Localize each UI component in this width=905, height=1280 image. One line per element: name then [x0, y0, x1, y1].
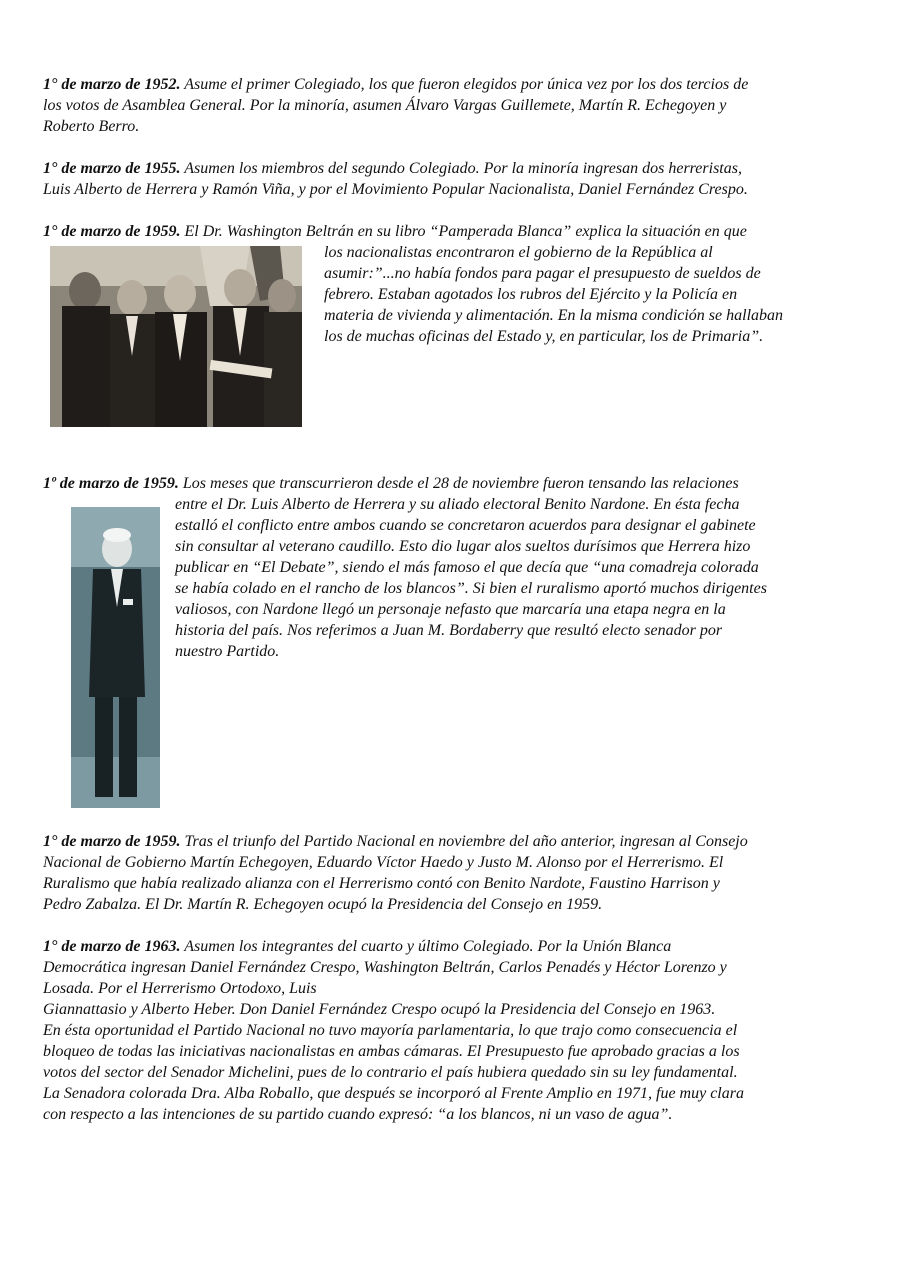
portrait-photo-herrera	[71, 507, 160, 808]
text-line: La Senadora colorada Dra. Alba Roballo, que después se incorporó al Frente Amplio en 1971, fue muy clara	[43, 1085, 744, 1102]
date-1963: 1° de marzo de 1963.	[43, 938, 181, 955]
date-1959-c: 1° de marzo de 1959.	[43, 833, 181, 850]
text-line: Roberto Berro.	[43, 118, 140, 135]
text-line: los de muchas oficinas del Estado y, en particular, los de Primaria”.	[324, 328, 764, 345]
text-line: febrero. Estaban agotados los rubros del Ejército y la Policía en	[324, 286, 738, 303]
text-line: historia del país. Nos referimos a Juan M. Bordaberry que resultó electo senador por	[175, 622, 723, 639]
text-line: Asumen los miembros del segundo Colegiado. Por la minoría ingresan dos herreristas,	[180, 160, 742, 177]
text-line: bloqueo de todas las iniciativas nacionalistas en ambas cámaras. El Presupuesto fue aprobado gracias a los	[43, 1043, 740, 1060]
group-photo-swearing-in	[50, 246, 302, 427]
text-line: entre el Dr. Luis Alberto de Herrera y su aliado electoral Benito Nardone. En ésta fecha	[175, 496, 740, 513]
text-line: Asumen los integrantes del cuarto y último Colegiado. Por la Unión Blanca	[180, 938, 672, 955]
group-photo-illustration	[50, 246, 302, 427]
text-line: los votos de Asamblea General. Por la minoría, asumen Álvaro Vargas Guillemete, Martín R. Echegoyen y	[43, 97, 727, 114]
text-line: El Dr. Washington Beltrán en su libro “Pamperada Blanca” explica la situación en que	[180, 223, 747, 240]
text-line: Pedro Zabalza. El Dr. Martín R. Echegoyen ocupó la Presidencia del Consejo en 1959.	[43, 896, 603, 913]
text-line: los nacionalistas encontraron el gobierno de la República al	[324, 244, 713, 261]
text-line: Tras el triunfo del Partido Nacional en noviembre del año anterior, ingresan al Consejo	[180, 833, 748, 850]
text-line: Luis Alberto de Herrera y Ramón Viña, y por el Movimiento Popular Nacionalista, Daniel Fernández Crespo.	[43, 181, 748, 198]
text-line: Nacional de Gobierno Martín Echegoyen, Eduardo Víctor Haedo y Justo M. Alonso por el Herrerismo. El	[43, 854, 724, 871]
text-line: Losada. Por el Herrerismo Ortodoxo, Luis	[43, 980, 317, 997]
text-line: publicar en “El Debate”, siendo el más famoso el que decía que “una comadreja colorada	[175, 559, 759, 576]
date-1959-a: 1° de marzo de 1959.	[43, 223, 181, 240]
text-line: sin consultar al veterano caudillo. Esto dio lugar alos sueltos durísimos que Herrera hizo	[175, 538, 751, 555]
text-line: Democrática ingresan Daniel Fernández Crespo, Washington Beltrán, Carlos Penadés y Héctor Lorenzo y	[43, 959, 727, 976]
text-line: valiosos, con Nardone llegó un personaje nefasto que marcaría una etapa negra en la	[175, 601, 726, 618]
date-1959-b: 1º de marzo de 1959.	[43, 475, 179, 492]
document-body	[43, 74, 855, 1125]
text-line: Ruralismo que había realizado alianza con el Herrerismo contó con Benito Nardote, Faustino Harrison y	[43, 875, 720, 892]
text-line: Asume el primer Colegiado, los que fueron elegidos por única vez por los dos tercios de	[180, 76, 749, 93]
paragraph-1952	[43, 74, 855, 137]
date-1952: 1° de marzo de 1952.	[43, 76, 181, 93]
paragraph-1959-beltran	[43, 221, 855, 473]
text-line: nuestro Partido.	[175, 643, 280, 660]
date-1955: 1° de marzo de 1955.	[43, 160, 181, 177]
paragraph-1963	[43, 936, 855, 1125]
text-line: se había colado en el rancho de los blancos”. Si bien el ruralismo aportó muchos dirigentes	[175, 580, 767, 597]
text-line: materia de vivienda y alimentación. En la misma condición se hallaban	[324, 307, 784, 324]
paragraph-1959-consejo	[43, 831, 855, 915]
text-line: En ésta oportunidad el Partido Nacional no tuvo mayoría parlamentaria, lo que trajo como consecuencia el	[43, 1022, 738, 1039]
text-line: Los meses que transcurrieron desde el 28 de noviembre fueron tensando las relaciones	[178, 475, 739, 492]
text-line: asumir:”...no había fondos para pagar el presupuesto de sueldos de	[324, 265, 761, 282]
paragraph-1955	[43, 158, 855, 200]
paragraph-1959-nardone	[43, 473, 855, 831]
text-line: con respecto a las intenciones de su partido cuando expresó: “a los blancos, ni un vaso de agua”.	[43, 1106, 673, 1123]
text-line: estalló el conflicto entre ambos cuando se concretaron acuerdos para designar el gabinete	[175, 517, 756, 534]
text-line: Giannattasio y Alberto Heber. Don Daniel Fernández Crespo ocupó la Presidencia del Consejo en 1963.	[43, 1001, 716, 1018]
text-line: votos del sector del Senador Michelini, pues de lo contrario el país hubiera quedado sin su ley fundamental.	[43, 1064, 738, 1081]
portrait-illustration	[71, 507, 160, 808]
